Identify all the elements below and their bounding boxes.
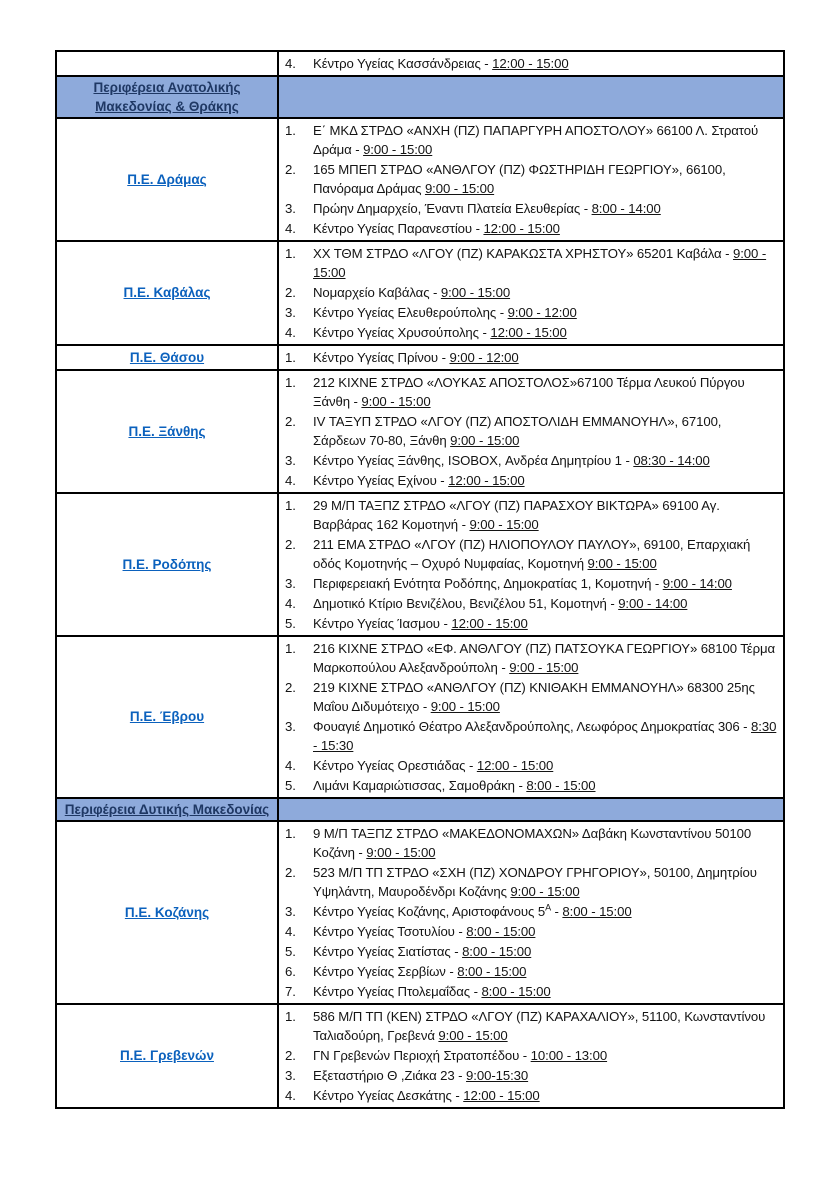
item-text	[313, 1066, 777, 1085]
location-item	[285, 776, 777, 795]
item-number: 1.	[285, 498, 296, 513]
item-hours: 9:00 - 12:00	[507, 305, 577, 320]
location-item	[285, 451, 777, 470]
region-row	[56, 1004, 784, 1108]
item-hours: 9:00 - 15:00	[450, 433, 520, 448]
region-row	[56, 241, 784, 345]
item-number: 5.	[285, 616, 296, 631]
item-text	[313, 982, 777, 1001]
item-text	[313, 54, 777, 73]
location-item	[285, 756, 777, 775]
region-header-row	[56, 76, 784, 118]
item-hours: 8:00 - 15:00	[466, 924, 536, 939]
item-hours: 12:00 - 15:00	[448, 473, 525, 488]
item-number: 1.	[285, 641, 296, 656]
item-location-text: Νομαρχείο Καβάλας -	[313, 285, 441, 300]
item-location-text: Κέντρο Υγείας Δεσκάτης -	[313, 1088, 464, 1103]
item-text	[313, 535, 777, 573]
item-location-text: Κέντρο Υγείας Ορεστιάδας -	[313, 758, 477, 773]
item-text	[313, 244, 777, 282]
item-location-text: IV ΤΑΞΥΠ ΣΤΡΔΟ «ΛΓΟΥ (ΠΖ) ΑΠΟΣΤΟΛΙΔΗ ΕΜΜΑΝΟΥΗΛ», 67100, Σάρδεων 70-80, Ξάνθη	[313, 414, 722, 448]
item-number: 3.	[285, 453, 296, 468]
item-number: 1.	[285, 826, 296, 841]
item-number: 4.	[285, 325, 296, 340]
item-location-text: 216 ΚΙΧΝΕ ΣΤΡΔΟ «ΕΦ. ΑΝΘΛΓΟΥ (ΠΖ) ΠΑΤΣΟΥΚΑ ΓΕΩΡΓΙΟΥ» 68100 Τέρμα Μαρκοπούλου Αλεξανδρούπολη -	[313, 641, 776, 675]
item-hours: 9:00 - 14:00	[618, 596, 688, 611]
item-hours: 9:00 - 15:00	[366, 845, 436, 860]
location-item	[285, 902, 777, 921]
item-hours: 9:00 - 15:00	[424, 181, 495, 196]
item-location-text: 165 ΜΠΕΠ ΣΤΡΔΟ «ΑΝΘΛΓΟΥ (ΠΖ) ΦΩΣΤΗΡΙΔΗ ΓΕΩΡΓΙΟΥ», 66100, Πανόραμα Δράμας	[313, 162, 726, 196]
item-location-text: Κέντρο Υγείας Ξάνθης, ISOBOX, Ανδρέα Δημητρίου 1 -	[313, 453, 634, 468]
item-text	[313, 717, 777, 755]
item-location-text: Κέντρο Υγείας Παρανεστίου -	[313, 221, 484, 236]
location-item	[285, 535, 777, 573]
item-location-text: Πρώην Δημαρχείο, Έναντι Πλατεία Ελευθερίας -	[313, 201, 592, 216]
location-item	[285, 323, 777, 342]
location-item	[285, 594, 777, 613]
item-text	[313, 496, 777, 534]
region-row	[56, 118, 784, 241]
item-text	[313, 922, 777, 941]
item-hours: 9:00 - 15:00	[363, 142, 433, 157]
location-item	[285, 244, 777, 282]
item-location-text: 29 Μ/Π ΤΑΞΠΖ ΣΤΡΔΟ «ΛΓΟΥ (ΠΖ) ΠΑΡΑΣΧΟΥ ΒΙΚΤΩΡΑ» 69100 Αγ. Βαρβάρας 162 Κομοτηνή -	[313, 498, 720, 532]
location-item	[285, 639, 777, 677]
item-location-text: 523 Μ/Π ΤΠ ΣΤΡΔΟ «ΣΧΗ (ΠΖ) ΧΟΝΔΡΟΥ ΓΡΗΓΟΡΙΟΥ», 50100, Δημητρίου Υψηλάντη, Μαυροδένδρι Κοζάνης	[313, 865, 757, 899]
item-hours: 12:00 - 15:00	[451, 616, 528, 631]
item-location-text: 9 Μ/Π ΤΑΞΠΖ ΣΤΡΔΟ «ΜΑΚΕΔΟΝΟΜΑΧΩΝ» Δαβάκη Κωνσταντίνου 50100 Κοζάνη -	[313, 826, 752, 860]
item-text	[313, 303, 777, 322]
item-text	[313, 824, 777, 862]
item-text	[313, 756, 777, 775]
item-hours: 8:30 - 15:30	[313, 719, 777, 753]
locations-cell	[278, 1004, 784, 1108]
item-number: 2.	[285, 865, 296, 880]
item-hours: 8:00 - 15:00	[526, 778, 596, 793]
regional-unit-cell	[56, 636, 278, 798]
item-location-text: Κέντρο Υγείας Τσοτυλίου -	[313, 924, 467, 939]
region-header-label: Περιφέρεια Ανατολικής Μακεδονίας & Θράκης	[93, 80, 241, 114]
item-number: 1.	[285, 123, 296, 138]
item-text	[313, 412, 777, 450]
location-item	[285, 412, 777, 450]
item-hours: 9:00 - 15:00	[313, 246, 767, 280]
item-text	[313, 614, 777, 633]
item-hours: 9:00 - 15:00	[509, 660, 579, 675]
location-item	[285, 496, 777, 534]
locations-cell	[278, 493, 784, 636]
item-text	[313, 639, 777, 677]
location-item	[285, 824, 777, 862]
item-text	[313, 348, 777, 367]
item-hours: 9:00 - 15:00	[430, 699, 500, 714]
region-header-cell	[56, 798, 278, 821]
location-item	[285, 54, 777, 73]
region-header-cell	[56, 76, 278, 118]
item-number: 3.	[285, 201, 296, 216]
location-item	[285, 614, 777, 633]
item-text	[313, 678, 777, 716]
regional-unit-link[interactable]: Π.Ε. Ροδόπης	[122, 556, 212, 572]
regional-unit-cell	[56, 345, 278, 370]
item-location-text: Κέντρο Υγείας Πρίνου -	[313, 350, 450, 365]
item-location-text: Ε΄ ΜΚΔ ΣΤΡΔΟ «ΑΝΧΗ (ΠΖ) ΠΑΠΑΡΓΥΡΗ ΑΠΟΣΤΟΛΟΥ» 66100 Λ. Στρατού Δράμα -	[313, 123, 759, 157]
location-item	[285, 1066, 777, 1085]
item-number: 4.	[285, 596, 296, 611]
item-location-text: Εξεταστήριο Θ ,Ζιάκα 23 -	[313, 1068, 467, 1083]
item-text	[313, 160, 777, 198]
item-hours: 12:00 - 15:00	[490, 325, 567, 340]
item-number: 3.	[285, 1068, 296, 1083]
item-hours: 9:00 - 14:00	[662, 576, 732, 591]
item-superscript: Α	[545, 902, 551, 913]
location-item	[285, 1046, 777, 1065]
region-row	[56, 821, 784, 1004]
item-hours: 8:00 - 15:00	[562, 904, 632, 919]
item-hours: 08:30 - 14:00	[633, 453, 710, 468]
location-item	[285, 863, 777, 901]
item-text	[313, 1046, 777, 1065]
item-text	[313, 121, 777, 159]
item-location-text: Κέντρο Υγείας Ελευθερούπολης -	[313, 305, 508, 320]
regional-unit-link[interactable]: Π.Ε. Δράμας	[127, 171, 207, 187]
regional-unit-cell	[56, 1004, 278, 1108]
region-header-label: Περιφέρεια Δυτικής Μακεδονίας	[64, 802, 270, 817]
item-hours: 9:00 - 12:00	[449, 350, 519, 365]
regional-unit-link[interactable]: Π.Ε. Έβρου	[129, 709, 205, 724]
item-number: 4.	[285, 1088, 296, 1103]
item-hours: 9:00 - 15:00	[469, 517, 539, 532]
location-item	[285, 348, 777, 367]
location-item	[285, 678, 777, 716]
item-number: 1.	[285, 246, 296, 261]
region-row	[56, 493, 784, 636]
item-location-text: Κέντρο Υγείας Κασσάνδρειας -	[313, 56, 493, 71]
locations-cell	[278, 345, 784, 370]
item-number: 7.	[285, 984, 296, 999]
item-location-text: Κέντρο Υγείας Ίασμου -	[313, 616, 452, 631]
item-hours: 12:00 - 15:00	[463, 1088, 540, 1103]
item-text	[313, 323, 777, 342]
regional-unit-link[interactable]: Π.Ε. Θάσου	[129, 349, 205, 365]
locations-cell	[278, 636, 784, 798]
location-item	[285, 121, 777, 159]
item-text	[313, 451, 777, 470]
location-item	[285, 160, 777, 198]
location-item	[285, 471, 777, 490]
item-text	[313, 574, 777, 593]
item-number: 4.	[285, 221, 296, 236]
item-number: 3.	[285, 904, 296, 919]
item-location-text: Κέντρο Υγείας Σιατίστας -	[313, 944, 463, 959]
item-text	[313, 942, 777, 961]
item-hours: 10:00 - 13:00	[530, 1048, 608, 1063]
item-location-text: Δημοτικό Κτίριο Βενιζέλου, Βενιζέλου 51, Κομοτηνή -	[313, 596, 619, 611]
regional-unit-link[interactable]: Π.Ε. Ξάνθης	[128, 423, 206, 439]
regional-unit-cell	[56, 118, 278, 241]
item-hours: 9:00 - 15:00	[440, 285, 511, 300]
region-row	[56, 636, 784, 798]
region-header-row	[56, 798, 784, 821]
locations-cell	[278, 370, 784, 493]
item-hours: 12:00 - 15:00	[483, 221, 560, 236]
locations-cell	[278, 241, 784, 345]
item-number: 4.	[285, 473, 296, 488]
item-location-text: Κέντρο Υγείας Σερβίων -	[313, 964, 458, 979]
regional-unit-cell	[56, 241, 278, 345]
item-number: 4.	[285, 758, 296, 773]
item-text	[313, 776, 777, 795]
item-number: 2.	[285, 1048, 296, 1063]
item-hours: 8:00 - 15:00	[481, 984, 551, 999]
item-location-text: Περιφερειακή Ενότητα Ροδόπης, Δημοκρατίας 1, Κομοτηνή -	[313, 576, 663, 591]
item-location-text: 211 ΕΜΑ ΣΤΡΔΟ «ΛΓΟΥ (ΠΖ) ΗΛΙΟΠΟΥΛΟΥ ΠΑΥΛΟΥ», 69100, Επαρχιακή οδός Κομοτηνής – Οχυρό Νυμφαίας, Κομοτηνή	[313, 537, 751, 571]
item-hours: 8:00 - 15:00	[457, 964, 527, 979]
item-location-text: 219 ΚΙΧΝΕ ΣΤΡΔΟ «ΑΝΘΛΓΟΥ (ΠΖ) ΚΝΙΘΑΚΗ ΕΜΜΑΝΟΥΗΛ» 68300 25ης Μαΐου Διδυμότειχο -	[313, 680, 755, 714]
location-item	[285, 1086, 777, 1105]
locations-cell	[278, 118, 784, 241]
item-hours: 12:00 - 15:00	[492, 56, 569, 71]
item-location-text: 586 Μ/Π ΤΠ (ΚΕΝ) ΣΤΡΔΟ «ΛΓΟΥ (ΠΖ) ΚΑΡΑΧΑΛΙΟΥ», 51100, Κωνσταντίνου Ταλιαδούρη, Γρεβενά	[313, 1009, 766, 1043]
region-row	[56, 370, 784, 493]
item-number: 2.	[285, 162, 296, 177]
item-number: 4.	[285, 924, 296, 939]
item-text	[313, 219, 777, 238]
region-row	[56, 51, 784, 76]
location-item	[285, 922, 777, 941]
location-item	[285, 219, 777, 238]
item-location-text: Λιμάνι Καμαριώτισσας, Σαμοθράκη -	[313, 778, 527, 793]
item-text	[313, 1007, 777, 1045]
item-hours: 12:00 - 15:00	[476, 758, 554, 773]
item-text	[313, 594, 777, 613]
item-number: 3.	[285, 305, 296, 320]
item-text	[313, 1086, 777, 1105]
item-location-text: ΧΧ ΤΘΜ ΣΤΡΔΟ «ΛΓΟΥ (ΠΖ) ΚΑΡΑΚΩΣΤΑ ΧΡΗΣΤΟΥ» 65201 Καβάλα -	[313, 246, 733, 261]
item-hours: 9:00 - 15:00	[587, 556, 657, 571]
item-number: 2.	[285, 285, 296, 300]
item-location-text: ΓΝ Γρεβενών Περιοχή Στρατοπέδου -	[313, 1048, 531, 1063]
location-item	[285, 303, 777, 322]
item-hours: 9:00 - 15:00	[438, 1028, 508, 1043]
item-number: 2.	[285, 680, 296, 695]
location-item	[285, 717, 777, 755]
item-location-text: 212 ΚΙΧΝΕ ΣΤΡΔΟ «ΛΟΥΚΑΣ ΑΠΟΣΤΟΛΟΣ»67100 Τέρμα Λευκού Πύργου Ξάνθη -	[313, 375, 745, 409]
regional-unit-cell	[56, 370, 278, 493]
item-location-text: Κέντρο Υγείας Πτολεμαΐδας -	[313, 984, 482, 999]
item-hours: 9:00-15:30	[466, 1068, 529, 1083]
item-number: 2.	[285, 537, 296, 552]
item-location-text: -	[550, 904, 563, 919]
location-item	[285, 574, 777, 593]
item-hours: 8:00 - 15:00	[462, 944, 532, 959]
regional-unit-link[interactable]: Π.Ε. Κοζάνης	[124, 904, 210, 920]
vaccination-locations-table	[55, 50, 785, 1109]
item-text	[313, 373, 777, 411]
location-item	[285, 283, 777, 302]
item-number: 1.	[285, 1009, 296, 1024]
locations-cell	[278, 51, 784, 76]
item-text	[313, 962, 777, 981]
item-number: 3.	[285, 719, 296, 734]
location-item	[285, 373, 777, 411]
item-location-text: Κέντρο Υγείας Χρυσούπολης -	[313, 325, 491, 340]
region-row	[56, 345, 784, 370]
locations-cell	[278, 821, 784, 1004]
item-text	[313, 283, 777, 302]
location-item	[285, 199, 777, 218]
item-location-text: Κέντρο Υγείας Κοζάνης, Αριστοφάνους 5	[313, 904, 546, 919]
regional-unit-cell	[56, 821, 278, 1004]
table-body	[56, 51, 784, 1108]
location-item	[285, 962, 777, 981]
item-hours: 9:00 - 15:00	[510, 884, 580, 899]
item-text	[313, 863, 777, 901]
regional-unit-cell	[56, 51, 278, 76]
item-number: 6.	[285, 964, 296, 979]
regional-unit-link[interactable]: Π.Ε. Γρεβενών	[120, 1048, 214, 1063]
item-number: 5.	[285, 944, 296, 959]
item-location-text: Κέντρο Υγείας Εχίνου -	[313, 473, 449, 488]
locations-cell	[278, 798, 784, 821]
item-location-text: Φουαγιέ Δημοτικό Θέατρο Αλεξανδρούπολης, Λεωφόρος Δημοκρατίας 306 -	[313, 719, 752, 734]
item-text	[313, 199, 777, 218]
regional-unit-cell	[56, 493, 278, 636]
item-hours: 9:00 - 15:00	[361, 394, 431, 409]
item-hours: 8:00 - 14:00	[591, 201, 661, 216]
item-text	[313, 471, 777, 490]
item-text	[313, 902, 777, 921]
item-number: 5.	[285, 778, 296, 793]
locations-cell	[278, 76, 784, 118]
item-number: 2.	[285, 414, 296, 429]
item-number: 1.	[285, 350, 296, 365]
item-number: 3.	[285, 576, 296, 591]
location-item	[285, 982, 777, 1001]
location-item	[285, 1007, 777, 1045]
item-number: 1.	[285, 375, 296, 390]
item-number: 4.	[285, 56, 296, 71]
location-item	[285, 942, 777, 961]
regional-unit-link[interactable]: Π.Ε. Καβάλας	[123, 285, 211, 300]
